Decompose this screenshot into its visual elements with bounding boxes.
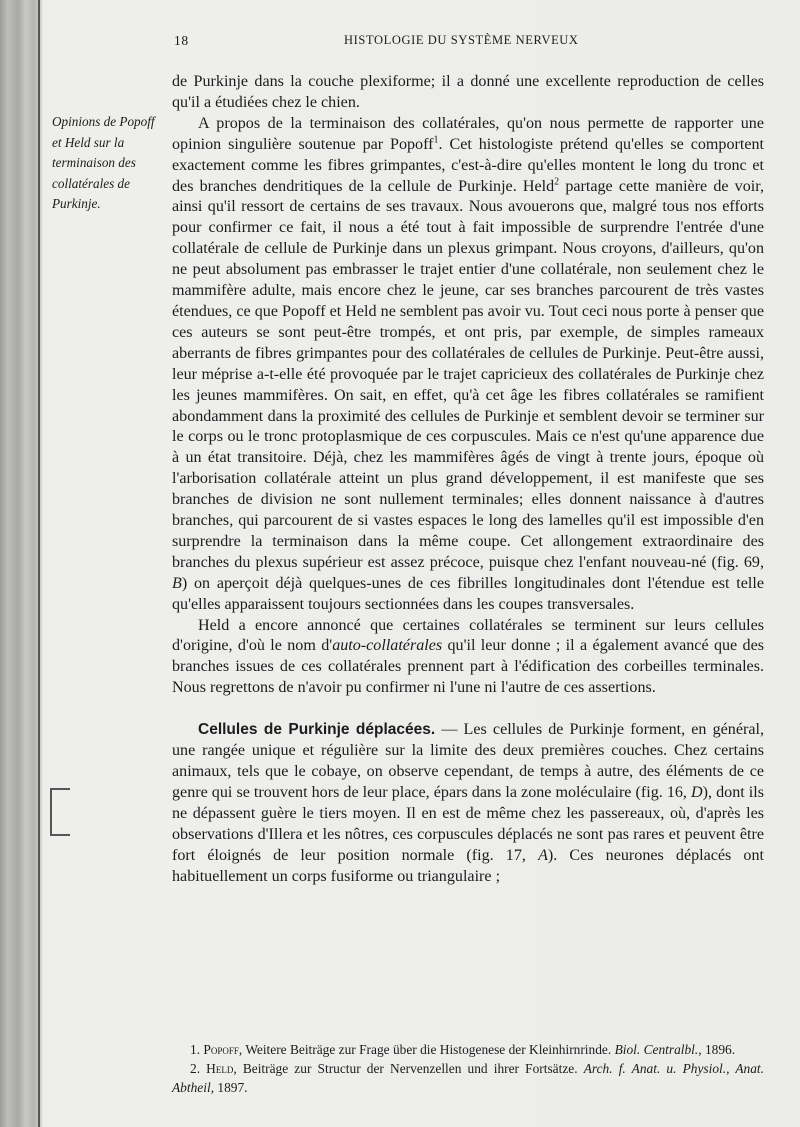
footnote-1: 1. Popoff, Weitere Beiträge zur Frage über die Histogenese der Kleinhirnrinde. Biol. Centralbl., 1896.	[190, 1042, 736, 1057]
page-header	[174, 33, 764, 55]
term-auto-collaterales: auto-collatérales	[332, 637, 443, 655]
footnote-2: 2. Held, Beiträge zur Structur der Nervenzellen und ihrer Fortsätze. Arch. f. Anat. u. Physiol., Anat. Abtheil, 1897.	[172, 1061, 764, 1095]
footnotes	[172, 1040, 764, 1097]
paragraph-4: Cellules de Purkinje déplacées. — Les cellules de Purkinje forment, en général, une rangée unique et régulière sur la limite des deux premières couches. Chez certains animaux, tels que le cobaye, on observe cependant, de temps à autre, des éléments de ce genre qui se trouvent hors de leur place, épars dans la zone moléculaire (fig. 16, D), dont ils ne dépassent guère le tiers moyen. Il en est de même chez les passereaux, où, d'après les observations d'Illera et les nôtres, ces corpuscules déplacés ne sont pas rares et peuvent être fort éloignés de leur position normale (fig. 17, A). Ces neurones déplacés ont habituellement un corps fusiforme ou triangulaire ;	[172, 721, 764, 885]
footnote-ref-1[interactable]: 1	[433, 134, 439, 146]
binding-line	[38, 0, 40, 1127]
body-text	[172, 72, 764, 887]
running-title: HISTOLOGIE DU SYSTÈME NERVEUX	[344, 33, 579, 47]
margin-bracket-mark	[50, 788, 70, 836]
paragraph-3: Held a encore annoncé que certaines collatérales se terminent sur leurs cellules d'origine, d'où le nom d'auto-collatérales qu'il leur donne ; il a également avancé que des branches issues de ces collatérales prennent part à l'édification des corbeilles terminales. Nous regrettons de n'avoir pu confirmer ni l'une ni l'autre de ces assertions.	[172, 616, 764, 697]
margin-note: Opinions de Popoff et Held sur la terminaison des collatérales de Purkinje.	[52, 114, 155, 211]
section-title: Cellules de Purkinje déplacées.	[198, 721, 436, 739]
paragraph-1: de Purkinje dans la couche plexiforme; il a donné une excellente reproduction de celles qu'il a étudiées chez le chien.	[172, 73, 764, 111]
paragraph-2: A propos de la terminaison des collatérales, qu'on nous permette de rapporter une opinion singulière soutenue par Popoff$^1$. Cet histologiste prétend qu'elles se comportent exactement comme les fibres grimpantes, c'est-à-dire qu'elles montent le long du tronc et des branches dendritiques de la cellule de Purkinje. Held$^2$ partage cette manière de voir, ainsi qu'il ressort de certains de ses travaux. Nous avouerons que, malgré tous nos efforts pour confirmer ce fait, il nous a été tout à fait impossible de surprendre l'entrée d'une collatérale de cellule de Purkinje dans un plexus grimpant. Nous croyons, d'ailleurs, qu'on ne peut absolument pas embrasser le trajet entier d'une collatérale, non seulement chez le mammifère adulte, mais encore chez le jeune, car ses branches parcourent de très vastes étendues, ce que Popoff et Held ne semblent pas avoir vu. Tout ceci nous porte à penser que ces auteurs se sont peut-être trompés, et ont pris, par exemple, de simples rameaux aberrants de fibres grimpantes pour des collatérales de cellules de Purkinje. Peut-être aussi, leur méprise a-t-elle été provoquée par le trajet capricieux des collatérales de Purkinje chez les jeunes mammifères. On sait, en effet, qu'à cet âge les fibres collatérales se ramifient abondamment dans la proximité des cellules de Purkinje et semblent devoir se terminer sur le corps ou le tronc protoplasmique de ces corpuscules. Mais ce n'est qu'une apparence due à un état transitoire. Déjà, chez les mammifères âgés de vingt à trente jours, époque où l'arborisation collatérale atteint un plus grand développement, il est manifeste que ses branches de division ne sont nullement terminales; elles donnent naissance à d'autres branches, qui parcourent de si vastes espaces le long des lamelles qu'il est impossible d'en surprendre la terminaison dans la même coupe. Cet allongement extraordinaire des branches du plexus supérieur est assez précoce, puisque chez l'enfant nouveau-né (fig. 69, B) on aperçoit déjà quelques-unes de ces fibrilles longitudinales dont l'étendue est telle qu'elles apparaissent toujours sectionnées dans les coupes transversales.	[172, 114, 765, 613]
page-number: 18	[174, 33, 189, 48]
book-spine	[0, 0, 42, 1127]
footnote-ref-2[interactable]: 2	[554, 176, 560, 188]
